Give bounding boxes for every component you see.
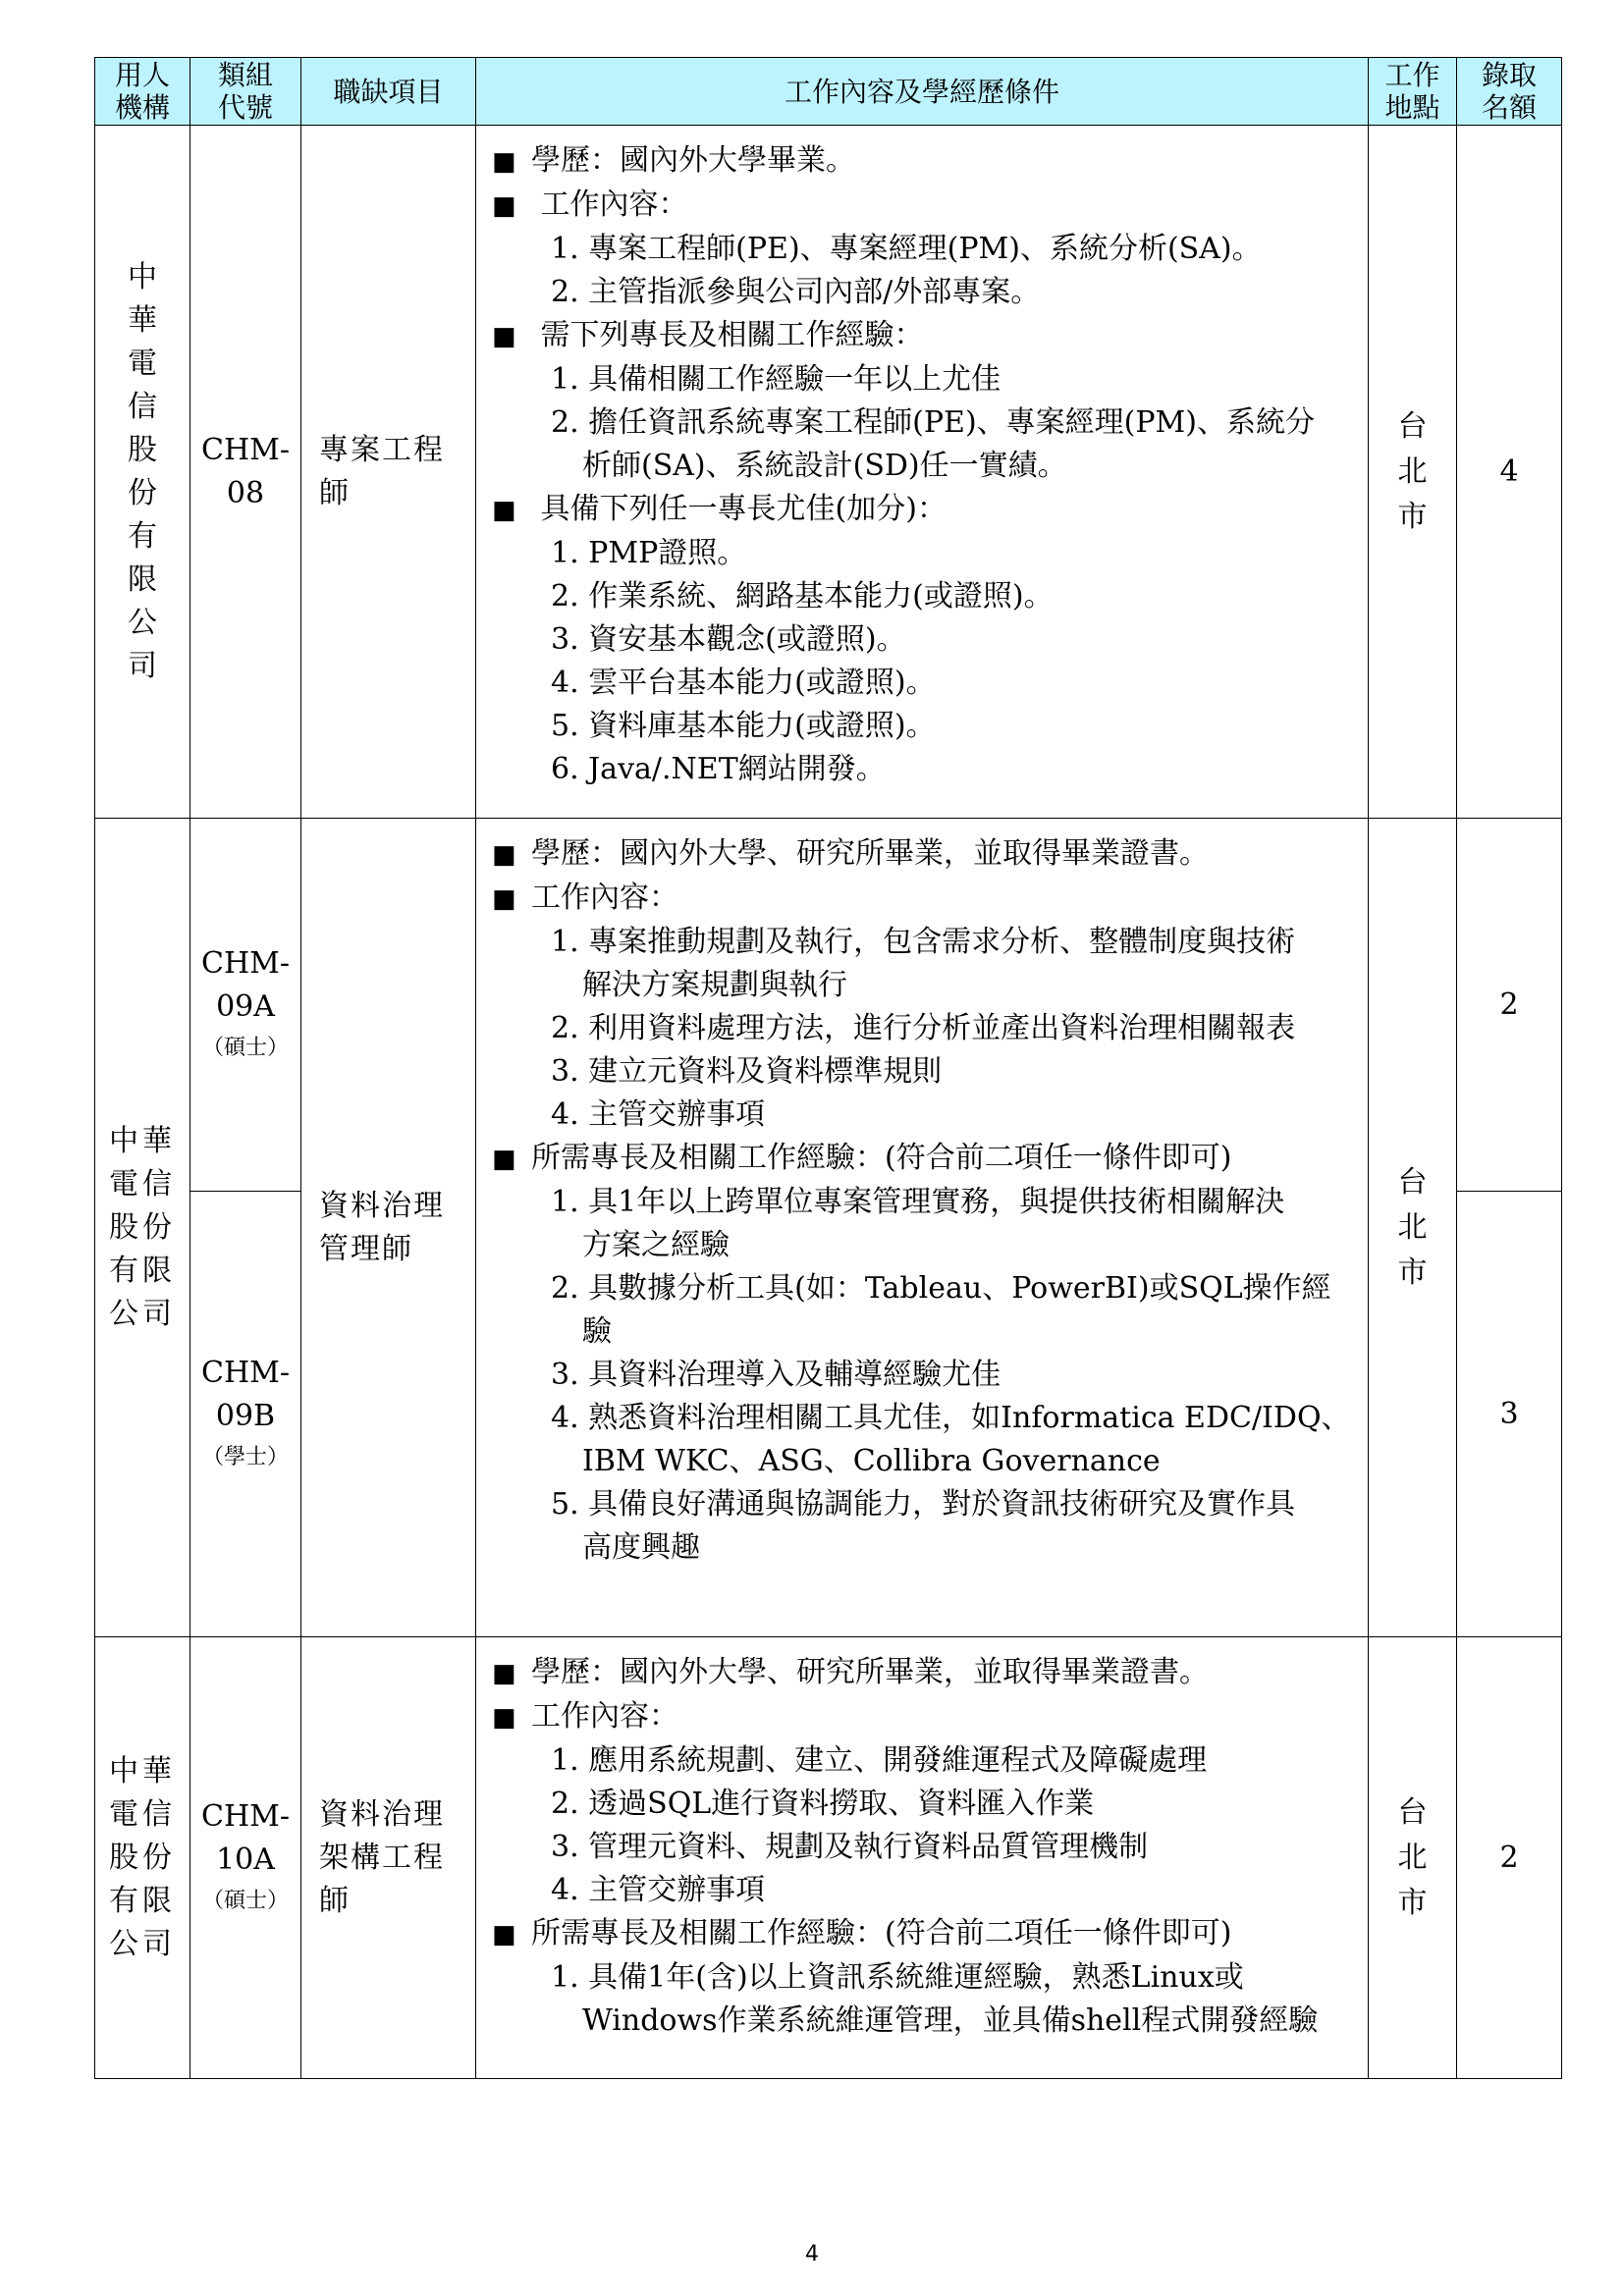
wrapped-line: 解決方案規劃與執行 <box>582 968 847 1002</box>
job-title-cell: 資料治理 管理師 <box>301 819 476 1637</box>
quota-cell-b: 3 <box>1457 1192 1562 1637</box>
header-code: 類組 代號 <box>190 58 301 126</box>
numbered-item: 1. 專案工程師(PE)、專案經理(PM)、系統分析(SA)。 <box>551 232 1262 266</box>
header-quota: 錄取 名額 <box>1457 58 1562 126</box>
numbered-item: 6. Java/.NET網站開發。 <box>551 752 886 786</box>
quota-cell: 2 <box>1457 1637 1562 2079</box>
numbered-item: 4. 熟悉資料治理相關工具尤佳，如Informatica EDC/IDQ、 <box>551 1401 1351 1435</box>
wrapped-line: 高度興趣 <box>582 1530 700 1565</box>
numbered-item: 1. 專案推動規劃及執行，包含需求分析、整體制度與技術 <box>551 925 1296 959</box>
bullet-line: ■ 學歷：國內外大學畢業。 <box>492 139 1354 184</box>
numbered-item: 2. 利用資料處理方法，進行分析並產出資料治理相關報表 <box>551 1011 1296 1045</box>
header-job: 職缺項目 <box>301 58 476 126</box>
wrapped-line: 方案之經驗 <box>582 1228 730 1262</box>
numbered-item: 1. 應用系統規劃、建立、開發維運程式及障礙處理 <box>551 1743 1208 1778</box>
job-content-list <box>492 1651 1354 2043</box>
bullet-line: ■ 學歷：國內外大學、研究所畢業，並取得畢業證書。 <box>492 1651 1354 1695</box>
header-content: 工作內容及學經歷條件 <box>476 58 1369 126</box>
job-title-cell: 專案工程 師 <box>301 126 476 819</box>
code-cell: CHM- 08 <box>190 126 301 819</box>
table-row <box>95 126 1562 819</box>
numbered-item: 3. 資安基本觀念(或證照)。 <box>551 622 906 657</box>
numbered-item: 1. 具備1年(含)以上資訊系統維運經驗，熟悉Linux或 <box>551 1960 1244 1995</box>
numbered-item: 3. 建立元資料及資料標準規則 <box>551 1054 943 1089</box>
code-cell: CHM- 10A （碩士） <box>190 1637 301 2079</box>
location-cell: 台 北 市 <box>1369 819 1457 1637</box>
numbered-item: 5. 具備良好溝通與協調能力，對於資訊技術研究及實作具 <box>551 1487 1296 1522</box>
numbered-item: 3. 管理元資料、規劃及執行資料品質管理機制 <box>551 1830 1149 1864</box>
bullet-line: ■ 具備下列任一專長尤佳(加分)： <box>492 488 1354 532</box>
quota-cell-a: 2 <box>1457 819 1562 1192</box>
page-number: 4 <box>805 2242 819 2267</box>
bullet-line: ■ 工作內容： <box>492 184 1354 228</box>
table-header-row <box>95 58 1562 126</box>
wrapped-line: Windows作業系統維運管理，並具備shell程式開發經驗 <box>582 2003 1319 2038</box>
numbered-item: 1. 具備相關工作經驗一年以上尤佳 <box>551 362 1001 397</box>
job-title-cell: 資料治理 架構工程 師 <box>301 1637 476 2079</box>
job-content-list <box>492 139 1354 791</box>
numbered-item: 2. 具數據分析工具(如：Tableau、PowerBI)或SQL操作經 <box>551 1271 1331 1306</box>
numbered-item: 2. 作業系統、網路基本能力(或證照)。 <box>551 579 1054 614</box>
numbered-item: 5. 資料庫基本能力(或證照)。 <box>551 709 936 743</box>
table-row <box>95 1637 1562 2079</box>
header-org: 用人 機構 <box>95 58 190 126</box>
wrapped-line: 析師(SA)、系統設計(SD)任一實績。 <box>582 449 1067 483</box>
org-cell: 中華 電信 股份 有限 公司 <box>95 1637 190 2079</box>
org-cell: 中華 電信 股份 有限 公司 <box>95 819 190 1637</box>
bullet-line: ■ 工作內容： <box>492 877 1354 921</box>
job-content-cell <box>476 1637 1369 2079</box>
wrapped-line: IBM WKC、ASG、Collibra Governance <box>582 1444 1161 1478</box>
org-cell: 中 華 電 信 股 份 有 限 公 司 <box>95 126 190 819</box>
job-listing-table <box>94 57 1562 2079</box>
numbered-item: 1. 具1年以上跨單位專案管理實務，與提供技術相關解決 <box>551 1185 1285 1219</box>
numbered-item: 2. 透過SQL進行資料撈取、資料匯入作業 <box>551 1787 1095 1821</box>
bullet-line: ■ 需下列專長及相關工作經驗： <box>492 314 1354 358</box>
numbered-item: 2. 主管指派參與公司內部/外部專案。 <box>551 275 1041 309</box>
numbered-item: 1. PMP證照。 <box>551 536 747 570</box>
code-cell-b: CHM- 09B （學士） <box>190 1192 301 1637</box>
bullet-line: ■ 所需專長及相關工作經驗：(符合前二項任一條件即可) <box>492 1137 1354 1181</box>
table-row <box>95 819 1562 1192</box>
code-cell-a: CHM- 09A （碩士） <box>190 819 301 1192</box>
job-content-cell <box>476 126 1369 819</box>
quota-cell: 4 <box>1457 126 1562 819</box>
location-cell: 台 北 市 <box>1369 126 1457 819</box>
numbered-item: 4. 主管交辦事項 <box>551 1097 766 1132</box>
header-location: 工作 地點 <box>1369 58 1457 126</box>
bullet-line: ■ 所需專長及相關工作經驗：(符合前二項任一條件即可) <box>492 1912 1354 1956</box>
numbered-item: 4. 主管交辦事項 <box>551 1873 766 1907</box>
job-content-cell <box>476 819 1369 1637</box>
numbered-item: 2. 擔任資訊系統專案工程師(PE)、專案經理(PM)、系統分 <box>551 405 1315 440</box>
bullet-line: ■ 工作內容： <box>492 1695 1354 1739</box>
bullet-line: ■ 學歷：國內外大學、研究所畢業，並取得畢業證書。 <box>492 832 1354 877</box>
numbered-item: 3. 具資料治理導入及輔導經驗尤佳 <box>551 1358 1001 1392</box>
job-content-list <box>492 832 1354 1570</box>
numbered-item: 4. 雲平台基本能力(或證照)。 <box>551 666 936 700</box>
location-cell: 台 北 市 <box>1369 1637 1457 2079</box>
wrapped-line: 驗 <box>582 1314 612 1349</box>
